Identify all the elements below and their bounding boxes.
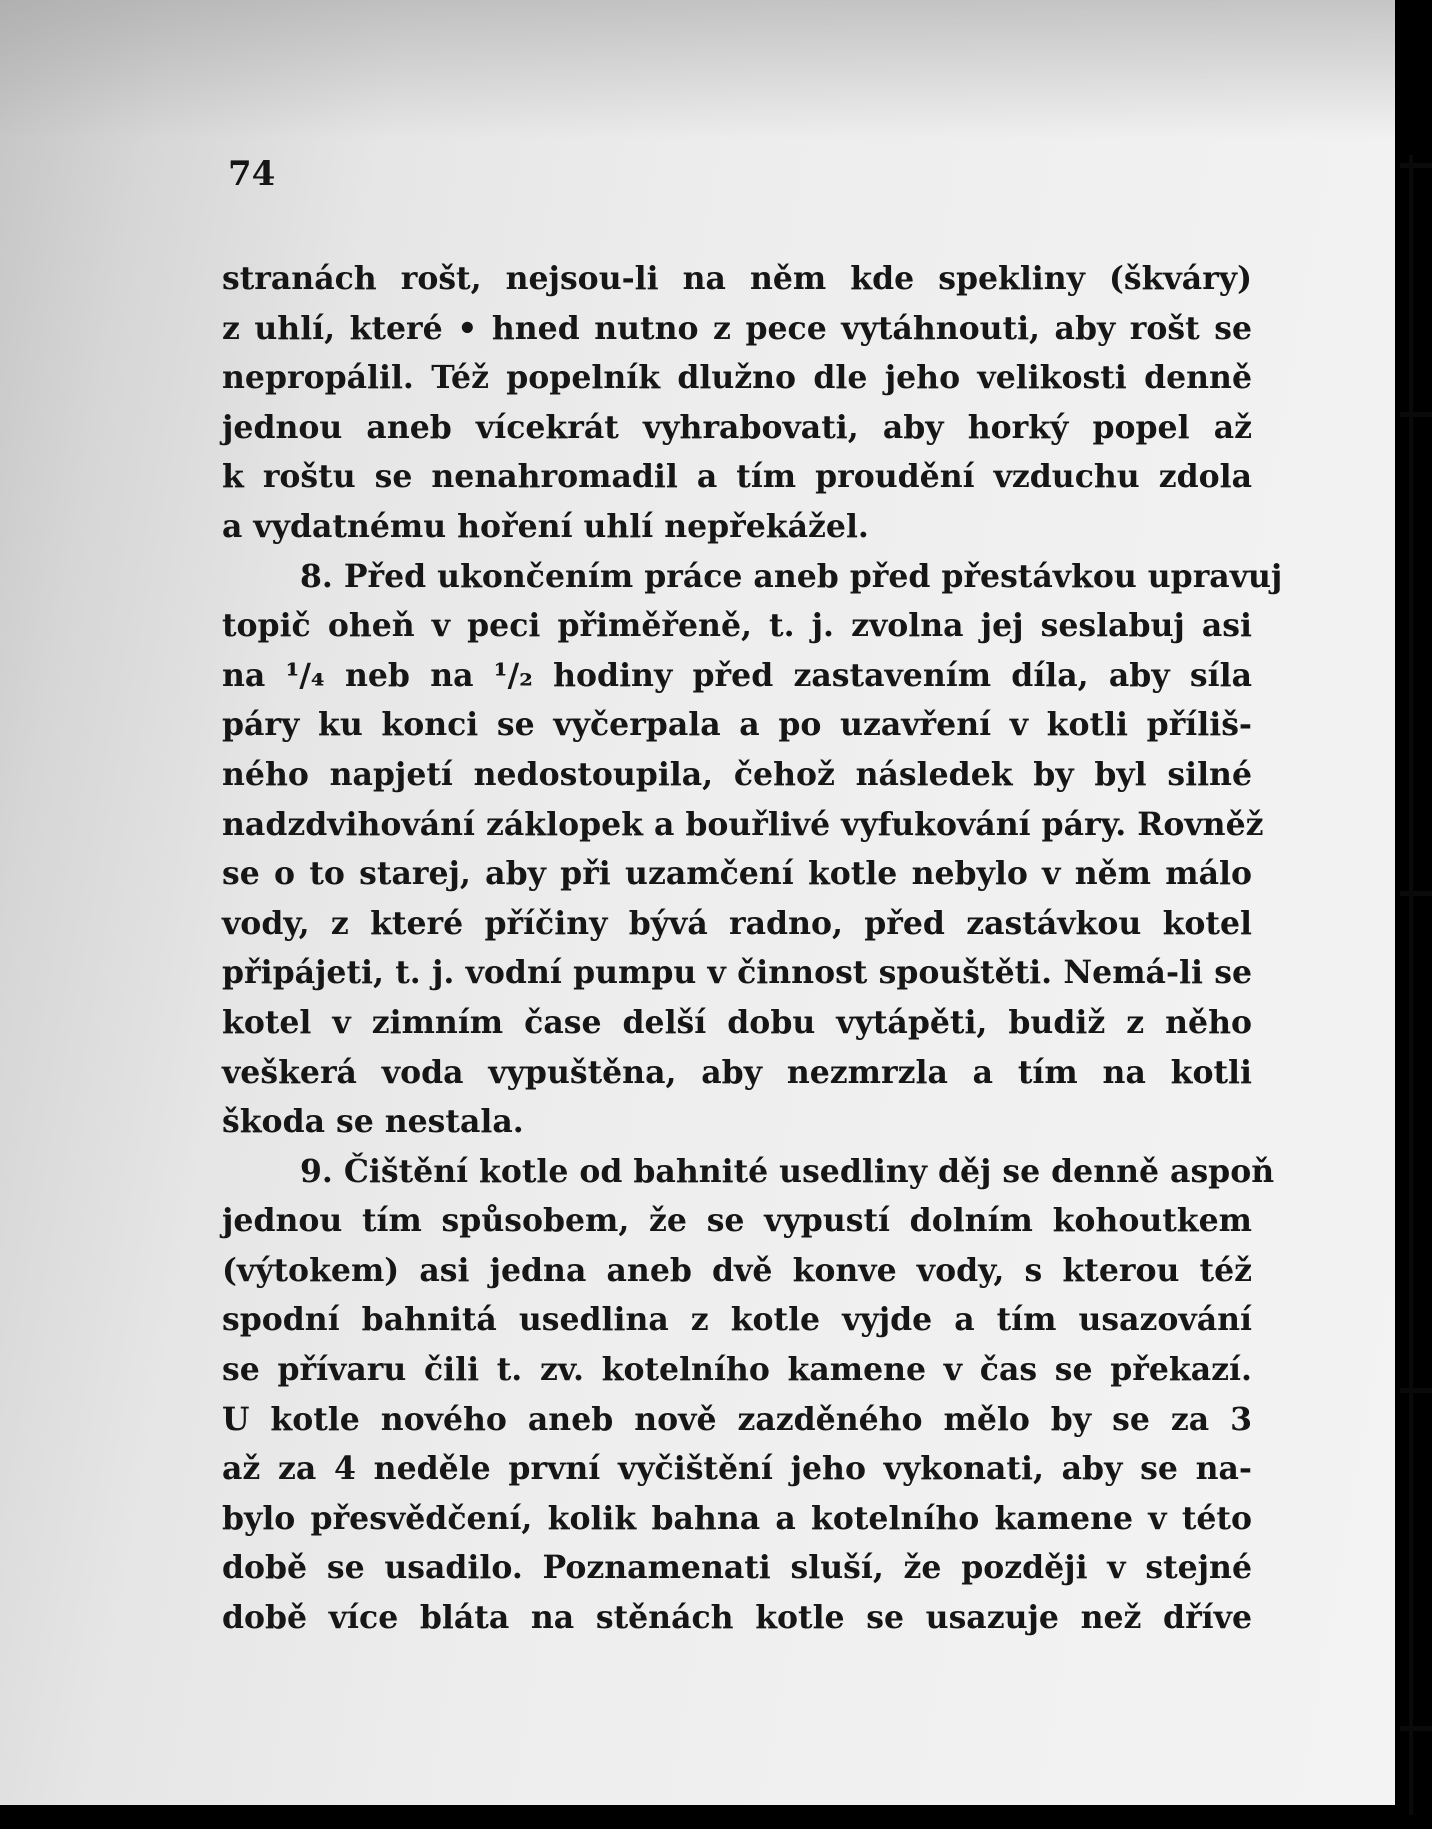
text-line: až za 4 neděle první vyčištění jeho vykonati, aby se na- (222, 1450, 1252, 1488)
text-line: veškerá voda vypuštěna, aby nezmrzla a tím na kotli (222, 1053, 1252, 1091)
scan-edge-tick (1400, 891, 1432, 896)
paragraph-9 (222, 1147, 1275, 1643)
scan-edge-rule (1409, 155, 1413, 1815)
text-line: době se usadilo. Poznamenati sluší, že později v stejné (222, 1549, 1252, 1587)
text-line: škoda se nestala. (222, 1103, 524, 1141)
text-line: (výtokem) asi jedna aneb dvě konve vody, s kterou též (222, 1251, 1252, 1289)
paragraph-continuation (222, 254, 1252, 552)
text-line: 9. Čištění kotle od bahnité usedliny děj se denně aspoň (300, 1152, 1275, 1190)
text-line: páry ku konci se vyčerpala a po uzavření v kotli příliš- (222, 706, 1252, 744)
body-text (222, 254, 1283, 1643)
text-line: k roštu se nenahromadil a tím proudění vzduchu zdola (222, 458, 1252, 496)
text-line: 8. Před ukončením práce aneb před přestávkou upravuj (300, 557, 1283, 595)
text-line: topič oheň v peci přiměřeně, t. j. zvolna jej seslabuj asi (222, 607, 1252, 645)
scan-edge-tick (1400, 1388, 1432, 1393)
text-line: připájeti, t. j. vodní pumpu v činnost spouštěti. Nemá-li se (222, 954, 1252, 992)
scan-edge-tick (1400, 1726, 1432, 1731)
text-line: nadzdvihování záklopek a bouřlivé vyfukování páry. Rovněž (222, 805, 1264, 843)
text-line: jednou tím spůsobem, že se vypustí dolním kohoutkem (222, 1202, 1252, 1240)
text-line: se přívaru čili t. zv. kotelního kamene v čas se překazí. (222, 1351, 1252, 1389)
text-line: U kotle nového aneb nově zazděného mělo by se za 3 (222, 1400, 1252, 1438)
page-number: 74 (228, 154, 276, 194)
text-line: vody, z které příčiny bývá radno, před zastávkou kotel (222, 904, 1252, 942)
text-line: jednou aneb vícekrát vyhrabovati, aby horký popel až (222, 408, 1252, 446)
text-line: z uhlí, které • hned nutno z pece vytáhnouti, aby rošt se (222, 309, 1252, 347)
scan-edge-tick (1400, 412, 1432, 417)
text-line: se o to starej, aby při uzamčení kotle nebylo v něm málo (222, 855, 1252, 893)
text-line: na ¹/₄ neb na ¹/₂ hodiny před zastavením díla, aby síla (222, 656, 1252, 694)
text-line: stranách rošt, nejsou-li na něm kde spekliny (škváry) (222, 260, 1252, 297)
scan-edge-tick (1400, 163, 1432, 168)
paragraph-8 (222, 552, 1283, 1147)
text-line: nepropálil. Též popelník dlužno dle jeho velikosti denně (222, 359, 1252, 397)
text-line: bylo přesvědčení, kolik bahna a kotelního kamene v této (222, 1499, 1252, 1537)
text-line: spodní bahnitá usedlina z kotle vyjde a tím usazování (222, 1301, 1252, 1339)
text-line: a vydatnému hoření uhlí nepřekážel. (222, 507, 869, 545)
text-line: kotel v zimním čase delší dobu vytápěti, budiž z něho (222, 1003, 1252, 1041)
text-line: době více bláta na stěnách kotle se usazuje než dříve (222, 1599, 1252, 1637)
text-line: ného napjetí nedostoupila, čehož následek by byl silné (222, 755, 1252, 793)
